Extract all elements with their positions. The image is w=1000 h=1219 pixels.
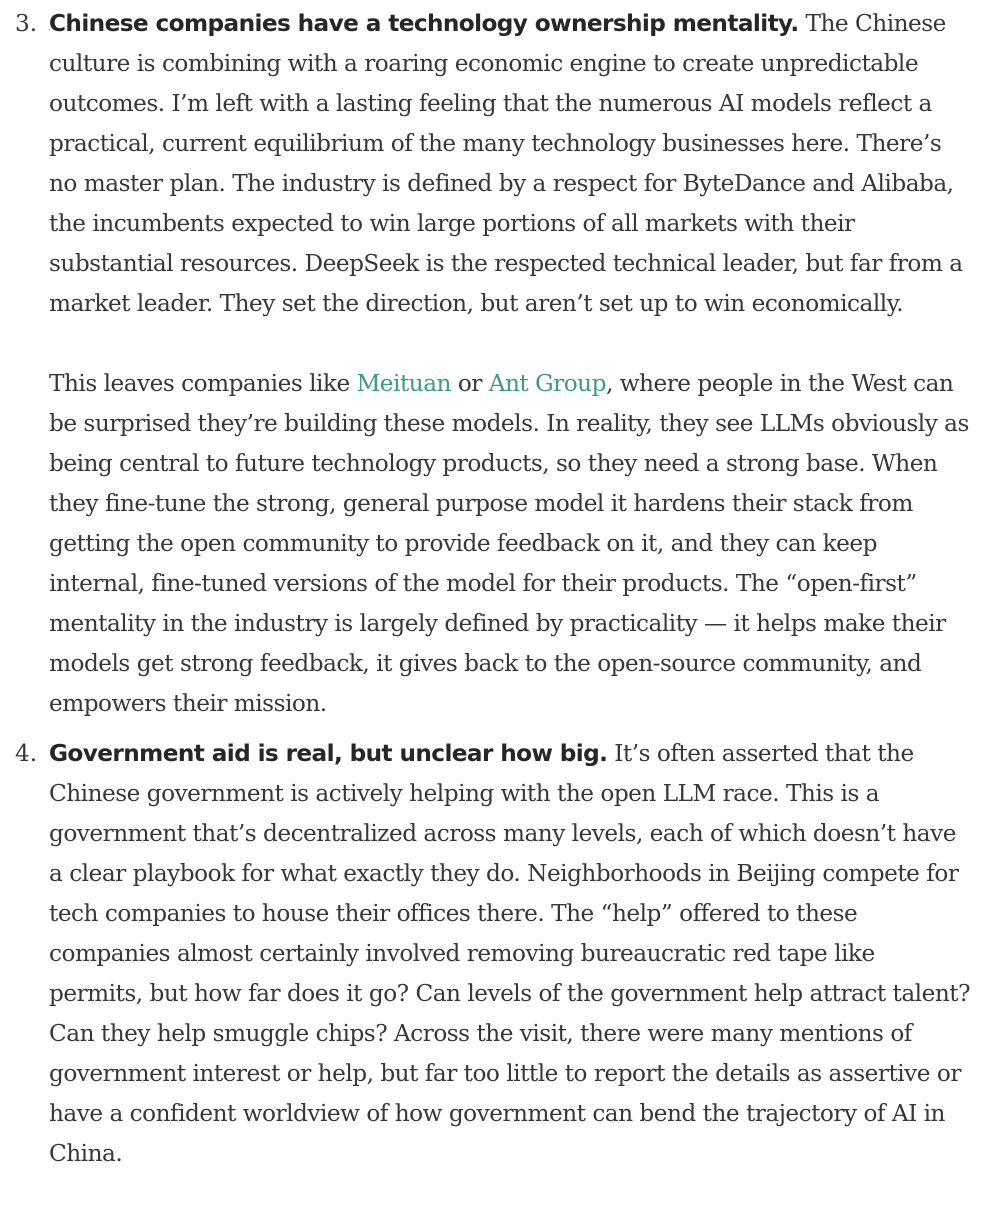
- paragraph-text: It’s often asserted that the Chinese government is actively helping with the open LLM race. This is a government that’s decentralized across many levels, each of which doesn’t have a clear playbook for what exactly they do. Neighborhoods in Beijing compete for tech companies to house their offices there. The “help” offered to these companies almost certainly involved removing bureaucratic red tape like permits, but how far does it go? Can levels of the government help attract talent? Can they help smuggle chips? Across the visit, there were many mentions of government interest or help, but far too little to report the details as assertive or have a confident worldview of how government can bend the trajectory of AI in China.: [49, 740, 970, 1167]
- list-item-3: [0, 4, 1000, 724]
- paragraph-text: or: [450, 370, 489, 397]
- ant-group-link[interactable]: Ant Group: [488, 370, 606, 397]
- paragraph-government-aid: [49, 734, 970, 1174]
- paragraph-text: The Chinese culture is combining with a roaring economic engine to create unpredictable outcomes. I’m left with a lasting feeling that the numerous AI models reflect a practical, current equilibrium of the many technology businesses here. There’s no master plan. The industry is defined by a respect for ByteDance and Alibaba, the incumbents expected to win large portions of all markets with their substantial resources. DeepSeek is the respected technical leader, but far from a market leader. They set the direction, but aren’t set up to win economically.: [49, 10, 963, 317]
- paragraph-text: This leaves companies like: [49, 370, 357, 397]
- paragraph-text: , where people in the West can be surprised they’re building these models. In reality, they see LLMs obviously as being central to future technology products, so they need a strong base. When they fine-tune the strong, general purpose model it hardens their stack from getting the open community to provide feedback on it, and they can keep internal, fine-tuned versions of the model for their products. The “open-first” mentality in the industry is largely defined by practicality — it helps make their models get strong feedback, it gives back to the open-source community, and empowers their mission.: [49, 370, 969, 717]
- paragraph-ownership-mentality: [49, 4, 970, 324]
- list-item-number: 4.: [15, 740, 38, 767]
- lead-sentence: Government aid is real, but unclear how big.: [49, 740, 608, 767]
- list-item-number: 3.: [15, 10, 38, 37]
- article-body: [0, 4, 1000, 1174]
- meituan-link[interactable]: Meituan: [356, 370, 451, 397]
- lead-sentence: Chinese companies have a technology ownership mentality.: [49, 10, 799, 37]
- paragraph-open-first: [49, 364, 970, 724]
- list-item-4: [0, 734, 1000, 1174]
